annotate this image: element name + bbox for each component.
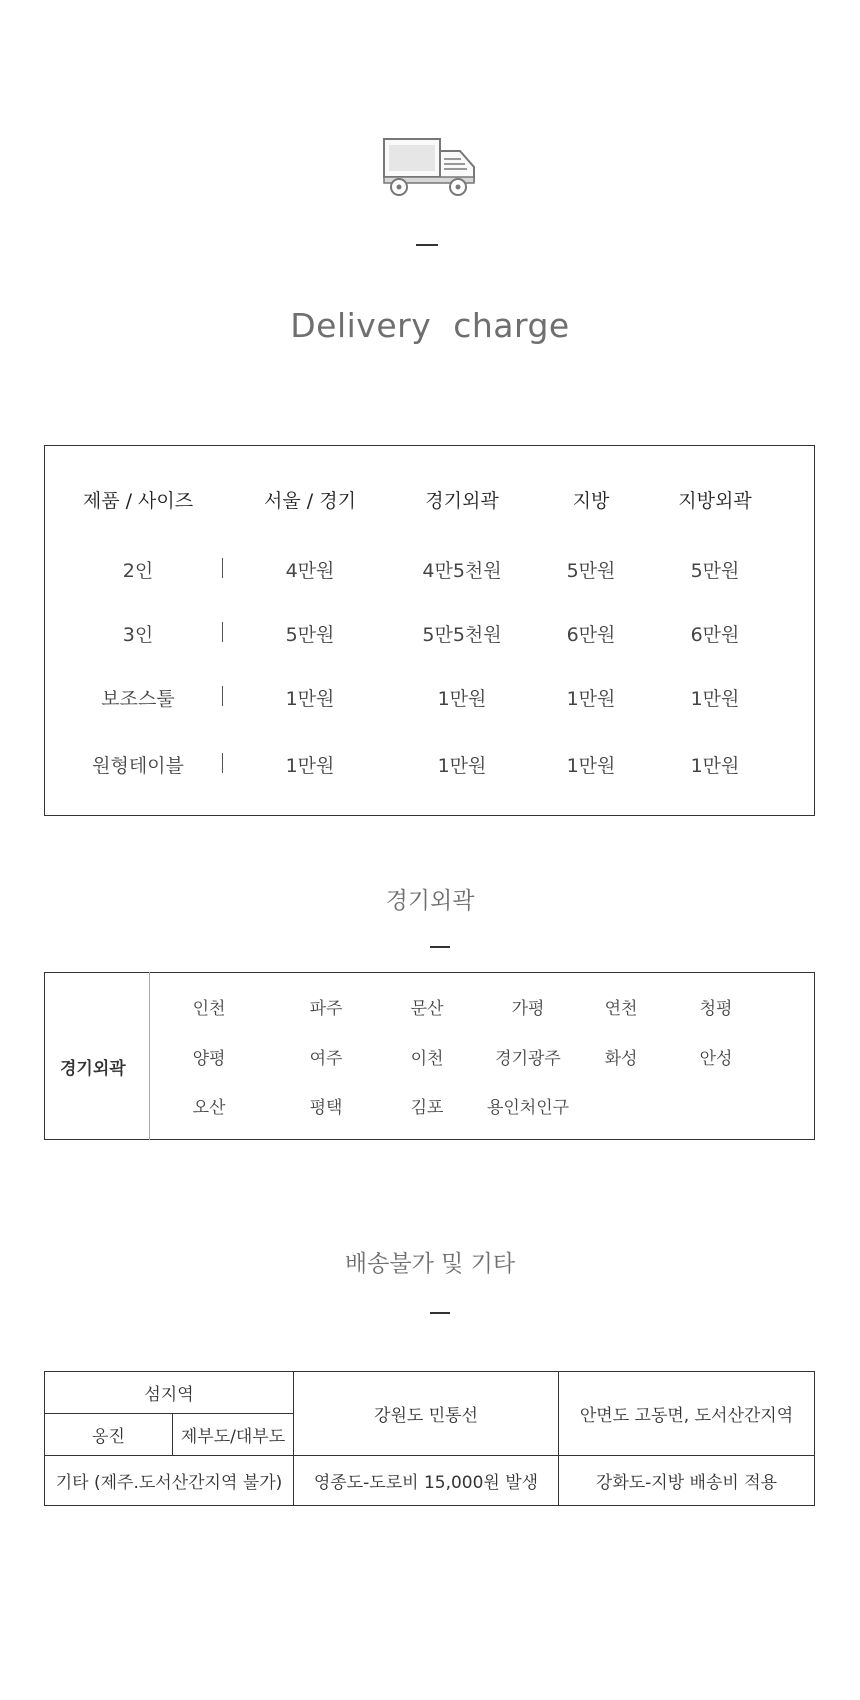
- charge-value: 1만원: [437, 688, 487, 710]
- column-header: 서울 / 경기: [264, 490, 356, 512]
- charge-value: 1만원: [690, 755, 740, 777]
- row-separator: [222, 558, 223, 578]
- charge-value: 1만원: [285, 755, 335, 777]
- charge-value: 5만원: [285, 624, 335, 646]
- page-title: Delivery charge: [290, 306, 570, 345]
- charge-value: 1만원: [566, 688, 616, 710]
- truck-icon: [383, 137, 479, 197]
- region-item: 오산: [192, 1098, 226, 1118]
- anmyeon-cell: 안면도 고동면, 도서산간지역: [559, 1372, 815, 1456]
- product-name: 보조스툴: [101, 688, 175, 710]
- column-header: 지방외곽: [678, 490, 752, 512]
- region-item: 파주: [309, 999, 343, 1019]
- region-item: 청평: [699, 999, 733, 1019]
- column-header: 지방: [572, 490, 610, 512]
- product-name: 원형테이블: [92, 755, 184, 777]
- column-header: 경기외곽: [425, 490, 499, 512]
- region-item: 인천: [192, 999, 226, 1019]
- restricted-table: [44, 1371, 815, 1506]
- charge-value: 5만원: [690, 560, 740, 582]
- jebu-cell: 제부도/대부도: [173, 1414, 294, 1456]
- region-item: 용인처인구: [486, 1098, 570, 1118]
- outer-area-title: 경기외곽: [385, 888, 475, 914]
- region-item: 평택: [309, 1098, 343, 1118]
- region-item: 경기광주: [495, 1049, 561, 1069]
- outer-area-label: 경기외곽: [60, 1059, 126, 1079]
- charge-value: 5만원: [566, 560, 616, 582]
- region-item: 가평: [511, 999, 545, 1019]
- gangwon-cell: 강원도 민통선: [294, 1372, 559, 1456]
- region-item: 연천: [604, 999, 638, 1019]
- charge-value: 6만원: [566, 624, 616, 646]
- divider: [430, 1312, 450, 1314]
- divider: [430, 946, 450, 948]
- ongjin-cell: 옹진: [45, 1414, 173, 1456]
- row-separator: [222, 686, 223, 706]
- region-item: 화성: [604, 1049, 638, 1069]
- ganghwa-cell: 강화도-지방 배송비 적용: [559, 1456, 815, 1506]
- region-item: 여주: [309, 1049, 343, 1069]
- yeongjong-cell: 영종도-도로비 15,000원 발생: [294, 1456, 559, 1506]
- charge-value: 1만원: [437, 755, 487, 777]
- product-name: 2인: [122, 560, 154, 582]
- product-name: 3인: [122, 624, 154, 646]
- row-separator: [222, 622, 223, 642]
- region-item: 김포: [410, 1098, 444, 1118]
- divider: [416, 244, 438, 246]
- charge-value: 1만원: [566, 755, 616, 777]
- column-header: 제품 / 사이즈: [82, 490, 194, 512]
- region-item: 문산: [410, 999, 444, 1019]
- region-item: 이천: [410, 1049, 444, 1069]
- charge-value: 4만5천원: [422, 560, 502, 582]
- etc-cell: 기타 (제주.도서산간지역 불가): [45, 1456, 294, 1506]
- restricted-title: 배송불가 및 기타: [344, 1251, 516, 1277]
- charge-value: 1만원: [690, 688, 740, 710]
- charge-value: 5만5천원: [422, 624, 502, 646]
- charge-value: 6만원: [690, 624, 740, 646]
- charge-value: 4만원: [285, 560, 335, 582]
- row-separator: [222, 753, 223, 773]
- island-header: 섬지역: [45, 1372, 294, 1414]
- region-item: 양평: [192, 1049, 226, 1069]
- charge-value: 1만원: [285, 688, 335, 710]
- region-item: 안성: [699, 1049, 733, 1069]
